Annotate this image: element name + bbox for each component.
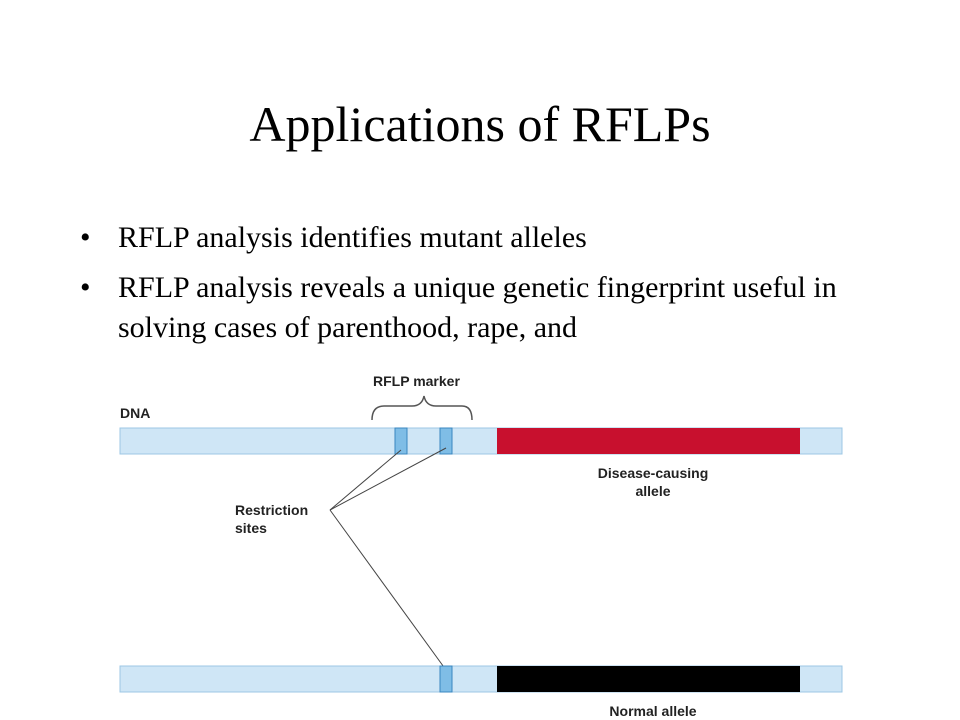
bullet-glyph: • — [80, 221, 91, 254]
dna-label: DNA — [120, 405, 151, 421]
bullet-text: RFLP analysis identifies mutant alleles — [118, 221, 587, 254]
normal-allele-label: Normal allele — [609, 703, 697, 719]
normal-allele-segment — [497, 666, 800, 692]
bullet-glyph: • — [80, 271, 91, 304]
rflp-marker-label: RFLP marker — [373, 373, 460, 389]
bullet-list — [80, 218, 920, 358]
restriction-pointer-lines — [330, 448, 446, 670]
rflp-marker-brace — [372, 396, 472, 420]
restriction-sites-label-line2: sites — [235, 520, 267, 536]
disease-allele-label-line1: Disease-causing — [597, 465, 709, 481]
bullet-item — [80, 218, 920, 258]
disease-allele-label-line2: allele — [635, 483, 671, 499]
bullet-text: RFLP analysis reveals a unique genetic fingerprint useful in solving cases of parenthood, rape, and — [118, 271, 837, 344]
pointer-line-upper-site-1 — [330, 450, 401, 510]
bullet-item — [80, 268, 920, 348]
rflp-diagram — [0, 360, 960, 720]
restriction-sites-label-line1: Restriction — [235, 502, 309, 518]
lower-dna-strand — [120, 666, 842, 692]
lower-restriction-site — [440, 666, 452, 692]
disease-allele-segment — [497, 428, 800, 454]
pointer-line-lower-site — [330, 510, 446, 670]
pointer-line-upper-site-2 — [330, 448, 446, 510]
upper-dna-strand — [120, 428, 842, 454]
slide-title: Applications of RFLPs — [249, 96, 711, 152]
